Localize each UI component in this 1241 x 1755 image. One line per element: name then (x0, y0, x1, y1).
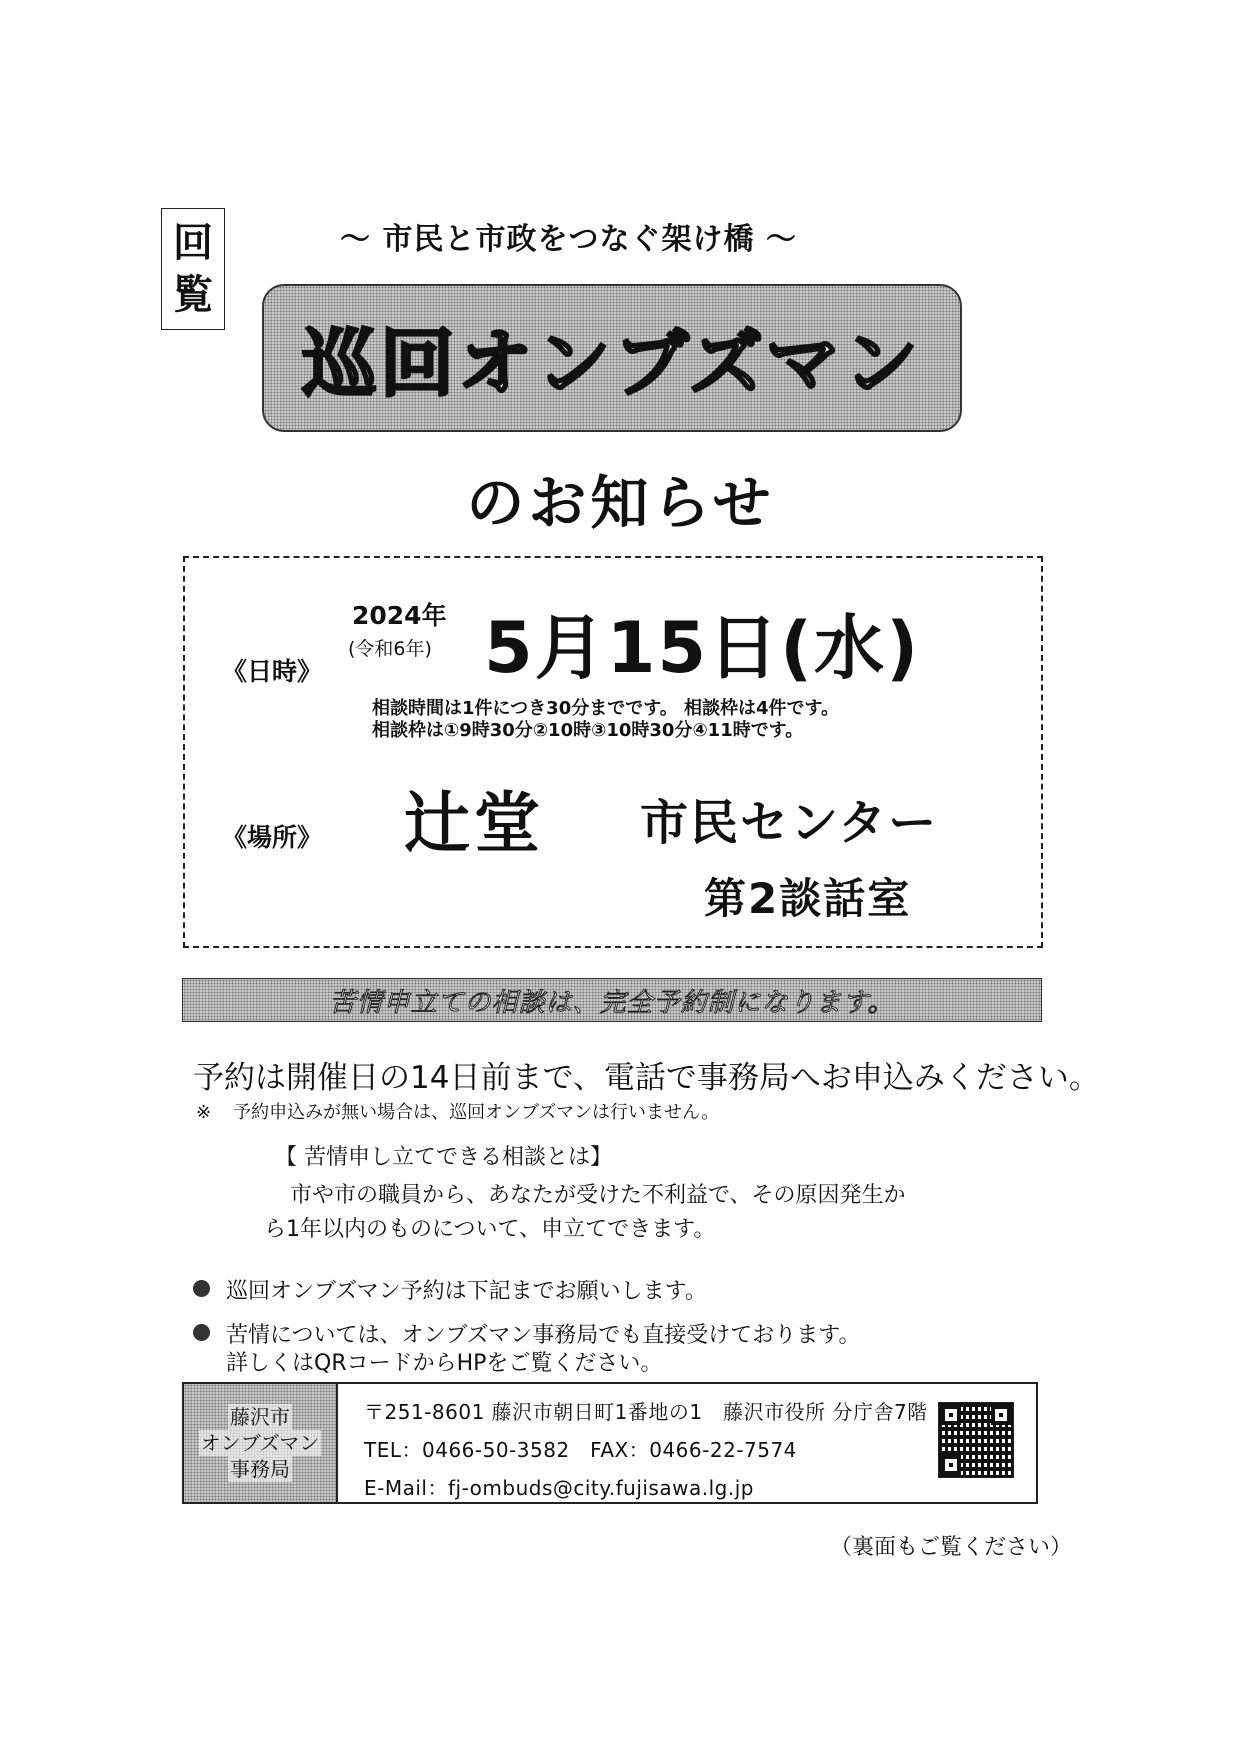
bullet-item-reservation (193, 1274, 707, 1305)
qr-finder-pattern (941, 1405, 961, 1425)
office-address: 〒251-8601 藤沢市朝日町1番地の1 藤沢市役所 分庁舎7階 (364, 1400, 928, 1424)
place-label: 《場所》 (222, 823, 323, 852)
bullet-icon (193, 1280, 210, 1297)
office-name-cell (184, 1384, 338, 1502)
bullet-text-continued: 詳しくはQRコードからHPをご覧ください。 (226, 1351, 663, 1376)
badge-char-2: 覧 (173, 272, 213, 318)
office-phone-fax: TEL：0466-50-3582 FAX：0466-22-7574 (364, 1438, 797, 1462)
title-banner (262, 284, 962, 432)
office-name-line-2: オンブズマン (200, 1431, 320, 1455)
bullet-icon (193, 1324, 210, 1341)
bullet-text: 苦情については、オンブズマン事務局でも直接受けております。 (226, 1323, 861, 1348)
schedule-note-2: 相談枠は①9時30分②10時③10時30分④11時です。 (372, 720, 804, 741)
complaint-text-line-2: ら1年以内のものについて、申立てできます。 (264, 1217, 716, 1242)
see-reverse-note: （裏面もご覧ください） (830, 1535, 1073, 1560)
place-room: 第2談話室 (704, 874, 912, 923)
reservation-instruction: 予約は開催日の14日前まで、電話で事務局へお申込みください。 (193, 1060, 1100, 1096)
contact-table (182, 1382, 1038, 1504)
caution-mark: ※ (196, 1102, 212, 1123)
qr-finder-pattern (941, 1455, 961, 1475)
subtitle: ～ 市民と市政をつなぐ架け橋 ～ (340, 222, 797, 257)
bullet-text: 巡回オンブズマン予約は下記までお願いします。 (226, 1279, 707, 1304)
office-name-line-3: 事務局 (230, 1457, 290, 1481)
badge-char-1: 回 (173, 220, 213, 266)
qr-code-icon[interactable] (938, 1402, 1014, 1478)
schedule-note-1: 相談時間は1件につき30分までです。 相談枠は4件です。 (372, 698, 840, 719)
bullet-item-complaints (193, 1318, 860, 1349)
date-label: 《日時》 (222, 657, 323, 686)
complaint-heading: 【 苦情申し立てできる相談とは】 (275, 1145, 612, 1170)
event-date: 5月15日(水) (484, 607, 921, 689)
complaint-text-line-1: 市や市の職員から、あなたが受けた不利益で、その原因発生か (290, 1183, 906, 1208)
reservation-banner (182, 978, 1042, 1022)
office-name-line-1: 藤沢市 (230, 1405, 290, 1429)
caution-note (196, 1098, 719, 1124)
place-area: 辻堂 (404, 785, 544, 862)
event-year: 2024年 (352, 601, 447, 630)
event-era-year: (令和6年) (348, 638, 432, 660)
contact-details-cell (338, 1384, 1036, 1502)
reservation-banner-text: 苦情申立ての相談は、完全予約制になります。 (329, 987, 895, 1018)
place-facility: 市民センター (640, 795, 939, 851)
circulation-badge (161, 208, 225, 330)
qr-finder-pattern (991, 1405, 1011, 1425)
page-title: 巡回オンブズマン (302, 321, 922, 407)
notice-heading: のお知らせ (466, 469, 775, 537)
office-email[interactable]: E-Mail：fj-ombuds@city.fujisawa.lg.jp (364, 1476, 754, 1500)
caution-text: 予約申込みが無い場合は、巡回オンブズマンは行いません。 (233, 1102, 720, 1123)
